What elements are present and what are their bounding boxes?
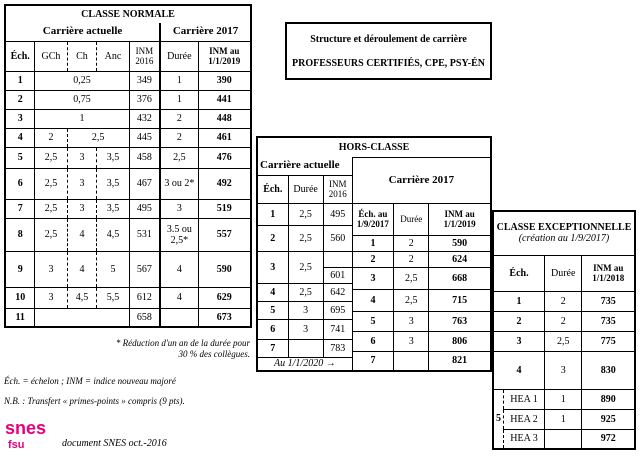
cell-gch: 2,5 — [35, 168, 67, 199]
cell-duree: 2 — [160, 109, 198, 128]
exc-header-inm: INM au 1/1/2018 — [582, 255, 635, 291]
cell-inm-new: 715 — [429, 289, 491, 311]
header-inm-2016: INM 2016 — [129, 41, 160, 71]
cell-duree: 4 — [160, 287, 198, 308]
exc-subtitle: (création au 1/9/2017) — [518, 233, 610, 245]
cell-duree-new: 3 — [394, 331, 429, 351]
cell-inm-new: 668 — [429, 267, 491, 289]
cell-ech-new: 1 — [352, 235, 393, 251]
cell-inm-new: 492 — [198, 168, 251, 199]
header-inm-2019: INM au 1/1/2019 — [198, 41, 251, 71]
table-row — [5, 218, 251, 251]
cell-inm: 925 — [582, 409, 635, 429]
cell-ech: 2 — [257, 225, 288, 251]
table-row — [5, 147, 251, 168]
cell-anciennete: 0,75 — [35, 90, 129, 109]
cell-ech-new: 7 — [352, 351, 393, 371]
cell-inm-new: 590 — [429, 235, 491, 251]
cell-inm: 376 — [129, 90, 160, 109]
cell-ch-anc: 2,5 — [67, 128, 129, 147]
cell-ech: 1 — [5, 71, 35, 90]
cell-duree-new: 2,5 — [394, 267, 429, 289]
cell-anc: 3,5 — [97, 168, 129, 199]
cell-anc: 5,5 — [97, 287, 129, 308]
cell-duree: 2,5 — [288, 251, 323, 283]
cell-ech: 3 — [257, 251, 288, 283]
cell-gch: 2,5 — [35, 218, 67, 251]
cell-duree: 2 — [544, 291, 581, 311]
cell-ech: 5 — [257, 301, 288, 319]
cell-inm: 775 — [582, 331, 635, 351]
cell-anciennete: 0,25 — [35, 71, 129, 90]
cell-inm-new: 519 — [198, 199, 251, 218]
cell-inm: 783 — [323, 339, 352, 357]
cell-anc: 4,5 — [97, 218, 129, 251]
cell-inm: 349 — [129, 71, 160, 90]
cell-inm-new: 461 — [198, 128, 251, 147]
table-row — [5, 109, 251, 128]
cell-ch: 3 — [67, 147, 97, 168]
cell-ech-new: 2 — [352, 251, 393, 267]
cell-ech-new: 5 — [352, 311, 393, 331]
cell-ech: 2 — [493, 311, 544, 331]
cell-inm: 741 — [323, 319, 352, 339]
cell-duree: 2,5 — [160, 147, 198, 168]
cell-inm: 612 — [129, 287, 160, 308]
cell-duree — [288, 339, 323, 357]
cell-inm: 467 — [129, 168, 160, 199]
cell-inm: 458 — [129, 147, 160, 168]
cell-duree: 3 ou 2* — [160, 168, 198, 199]
nb-note: N.B. : Transfert « primes-points » compris (9 pts). — [4, 396, 185, 406]
table-row — [5, 251, 251, 287]
cell-duree: 2,5 — [288, 225, 323, 251]
hors-header-inm-2016: INM 2016 — [323, 175, 352, 203]
cell-ech: 4 — [493, 351, 544, 389]
cell-anc: 3,5 — [97, 147, 129, 168]
cell-ech: 3 — [493, 331, 544, 351]
cell-ch: 3 — [67, 199, 97, 218]
reduction-note: * Réduction d'un an de la durée pour 30 % des collègues. — [115, 338, 250, 359]
cell-ech: 9 — [5, 251, 35, 287]
cell-inm: 658 — [129, 308, 160, 327]
hors-sub-actuelle: Carrière actuelle — [257, 157, 352, 175]
cell-ech: 6 — [257, 319, 288, 339]
cell-ech: 1 — [257, 203, 288, 225]
cell-hea-label: HEA 2 — [504, 409, 545, 429]
cell-inm: 567 — [129, 251, 160, 287]
normale-sub-actuelle: Carrière actuelle — [5, 23, 160, 41]
table-row — [5, 287, 251, 308]
cell-duree-new: 2,5 — [394, 289, 429, 311]
cell-ch: 4 — [67, 218, 97, 251]
table-row — [5, 199, 251, 218]
exc-header-duree: Durée — [544, 255, 581, 291]
cell-inm-new: 763 — [429, 311, 491, 331]
cell-inm-new: 806 — [429, 331, 491, 351]
cell-duree: 3 — [544, 351, 581, 389]
cell-inm: 432 — [129, 109, 160, 128]
normale-body — [5, 71, 251, 327]
cell-inm-new: 590 — [198, 251, 251, 287]
au-2020-label: Au 1/1/2020 → — [257, 357, 352, 371]
table-row — [493, 409, 635, 429]
cell-ech: 4 — [5, 128, 35, 147]
table-row — [493, 331, 635, 351]
table-row — [5, 308, 251, 327]
cell-inm-new: 557 — [198, 218, 251, 251]
cell-inm: 495 — [129, 199, 160, 218]
info-title: Structure et déroulement de carrière — [310, 34, 467, 45]
exc-title: CLASSE EXCEPTIONNELLE — [496, 222, 632, 234]
cell-ech-new: 3 — [352, 267, 393, 289]
cell-anciennete: 1 — [35, 109, 129, 128]
cell-inm: 972 — [582, 429, 635, 449]
exc-header — [493, 211, 635, 255]
cell-gch: 3 — [35, 251, 67, 287]
table-row — [493, 291, 635, 311]
cell-inm-new: 629 — [198, 287, 251, 308]
cell-duree-new — [394, 351, 429, 371]
cell-duree: 3 — [288, 319, 323, 339]
cell-duree: 3.5 ou 2,5* — [160, 218, 198, 251]
cell-ech-new: 6 — [352, 331, 393, 351]
cell-ch: 3 — [67, 168, 97, 199]
cell-hea-label: HEA 1 — [504, 389, 545, 409]
classe-normale-table — [4, 4, 252, 328]
cell-duree: 4 — [160, 251, 198, 287]
cell-duree: 1 — [160, 90, 198, 109]
table-row — [493, 389, 635, 409]
cell-ech: 8 — [5, 218, 35, 251]
table-row — [493, 429, 635, 449]
cell-ech: 11 — [5, 308, 35, 327]
table-row — [493, 311, 635, 331]
hors-header-inm-2019: INM au 1/1/2019 — [429, 203, 491, 235]
logo-snes-text: snes — [5, 418, 47, 438]
cell-inm-new: 476 — [198, 147, 251, 168]
snes-fsu-logo — [4, 414, 54, 452]
cell-inm: 495 — [323, 203, 352, 225]
cell-duree: 2,5 — [544, 331, 581, 351]
cell-ech: 4 — [257, 283, 288, 301]
info-box — [285, 22, 492, 80]
cell-inm-new: 448 — [198, 109, 251, 128]
cell-inm-new: 390 — [198, 71, 251, 90]
cell-ch: 4,5 — [67, 287, 97, 308]
cell-duree: 3 — [160, 199, 198, 218]
table-row — [5, 71, 251, 90]
cell-duree: 2,5 — [288, 203, 323, 225]
cell-inm: 830 — [582, 351, 635, 389]
header-ech: Éch. — [5, 41, 35, 71]
normale-sub-2017: Carrière 2017 — [160, 23, 251, 41]
cell-duree-new: 2 — [394, 235, 429, 251]
cell-inm-new: 673 — [198, 308, 251, 327]
cell-inm: 735 — [582, 291, 635, 311]
cell-inm: 890 — [582, 389, 635, 409]
cell-inm: 695 — [323, 301, 352, 319]
cell-inm: 735 — [582, 311, 635, 331]
cell-inm: 445 — [129, 128, 160, 147]
cell-duree: 2 — [544, 311, 581, 331]
cell-inm-new: 441 — [198, 90, 251, 109]
cell-ech: 1 — [493, 291, 544, 311]
cell-duree: 1 — [544, 389, 581, 409]
header-anc: Anc — [97, 41, 129, 71]
cell-inm: 531 — [129, 218, 160, 251]
cell-ech: 3 — [5, 109, 35, 128]
cell-gch: 2 — [35, 128, 67, 147]
hors-title: HORS-CLASSE — [257, 137, 491, 157]
header-duree: Durée — [160, 41, 198, 71]
cell-ech: 5 — [5, 147, 35, 168]
cell-duree: 2,5 — [288, 283, 323, 301]
hors-header-duree-2017: Durée — [394, 203, 429, 235]
cell-empty — [35, 308, 129, 327]
cell-duree: 3 — [288, 301, 323, 319]
cell-ech: 7 — [5, 199, 35, 218]
cell-duree — [160, 308, 198, 327]
legend-note: Éch. = échelon ; INM = indice nouveau majoré — [4, 376, 176, 386]
table-row — [5, 128, 251, 147]
header-ch: Ch — [67, 41, 97, 71]
cell-ech: 7 — [257, 339, 288, 357]
cell-inm-new: 624 — [429, 251, 491, 267]
cell-ech: 6 — [5, 168, 35, 199]
hors-classe-table — [256, 136, 492, 372]
cell-ch: 4 — [67, 251, 97, 287]
cell-inm: 560 — [323, 225, 352, 251]
cell-ech-new: 4 — [352, 289, 393, 311]
cell-inm: 642 — [323, 283, 352, 301]
cell-ech: 2 — [5, 90, 35, 109]
cell-gch: 2,5 — [35, 199, 67, 218]
header-gch: GCh — [35, 41, 67, 71]
normale-title: CLASSE NORMALE — [5, 5, 251, 23]
hors-sub-2017: Carrière 2017 — [352, 157, 491, 203]
exc-header-ech: Éch. — [493, 255, 544, 291]
logo-fsu-text: fsu — [8, 439, 25, 451]
info-subtitle: PROFESSEURS CERTIFIÉS, CPE, PSY-ÉN — [292, 58, 485, 69]
cell-anc: 5 — [97, 251, 129, 287]
table-row — [5, 168, 251, 199]
cell-duree-new: 2 — [394, 251, 429, 267]
document-caption: document SNES oct.-2016 — [62, 438, 167, 449]
cell-duree: 1 — [544, 409, 581, 429]
hors-header-ech-2017: Éch. au 1/9/2017 — [352, 203, 393, 235]
cell-ech-5: 5 — [493, 389, 504, 449]
cell-empty — [323, 251, 352, 267]
cell-duree: 2 — [160, 128, 198, 147]
cell-duree: 1 — [160, 71, 198, 90]
classe-exceptionnelle-table — [492, 210, 636, 450]
table-row — [5, 90, 251, 109]
hors-header-ech: Éch. — [257, 175, 288, 203]
hors-header-duree: Durée — [288, 175, 323, 203]
cell-duree — [544, 429, 581, 449]
cell-duree-new: 3 — [394, 311, 429, 331]
cell-gch: 3 — [35, 287, 67, 308]
cell-gch: 2,5 — [35, 147, 67, 168]
cell-ech: 10 — [5, 287, 35, 308]
cell-inm-new: 821 — [429, 351, 491, 371]
cell-hea-label: HEA 3 — [504, 429, 545, 449]
cell-anc: 3,5 — [97, 199, 129, 218]
cell-inm: 601 — [323, 267, 352, 283]
table-row — [493, 351, 635, 389]
